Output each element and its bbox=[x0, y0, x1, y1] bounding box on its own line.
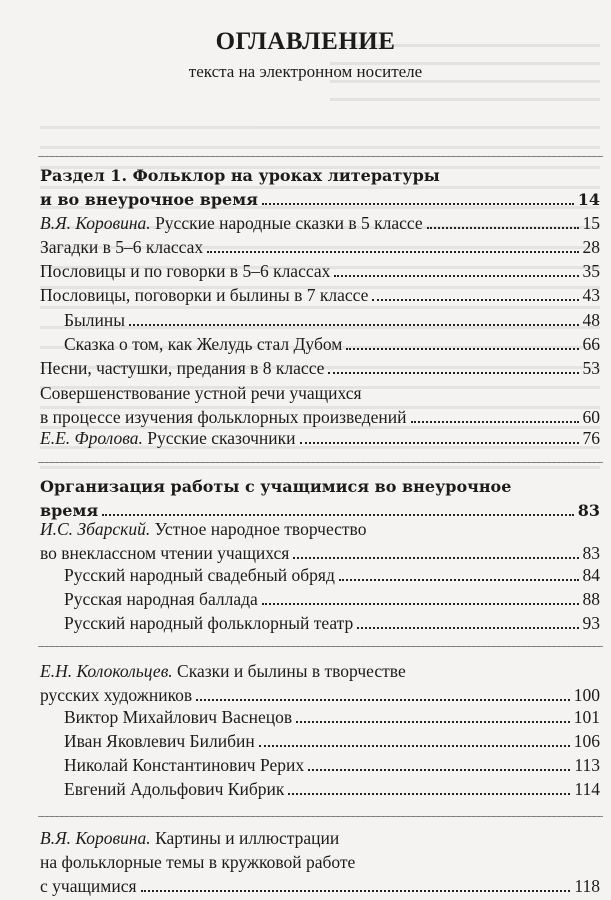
toc-entry-text: Пословицы и по говорки в 5–6 классах bbox=[40, 261, 331, 281]
section-divider bbox=[38, 646, 603, 647]
dot-leader bbox=[259, 745, 570, 747]
toc-entry[interactable] bbox=[64, 587, 600, 611]
toc-entry-text: во внеклассном чтении учащихся bbox=[40, 543, 290, 563]
toc-entry[interactable] bbox=[40, 826, 600, 898]
toc-page-number: 84 bbox=[582, 565, 600, 585]
toc-author: Е.Н. Колокольцев. bbox=[40, 661, 173, 681]
toc-entry-text: Николай Константинович Рерих bbox=[64, 755, 305, 775]
toc-entry[interactable] bbox=[64, 729, 600, 753]
toc-entry-text: Русские народные сказки в 5 классе bbox=[150, 213, 423, 233]
toc-entry-text: время bbox=[40, 501, 99, 520]
toc-entry-text: Иван Яковлевич Билибин bbox=[64, 731, 255, 751]
toc-page-number: 88 bbox=[582, 589, 600, 609]
page-subtitle: текста на электронном носителе bbox=[188, 62, 423, 81]
toc-entry[interactable] bbox=[64, 332, 600, 356]
dot-leader bbox=[262, 603, 579, 605]
toc-entry-text: Былины bbox=[64, 310, 126, 330]
toc-entry-text: Загадки в 5–6 классах bbox=[40, 237, 204, 257]
toc-entry-text: Евгений Адольфович Кибрик bbox=[64, 779, 285, 799]
toc-entry-text: Раздел 1. Фольклор на уроках литературы bbox=[40, 166, 440, 185]
toc-entry[interactable] bbox=[64, 563, 600, 587]
toc-entry[interactable] bbox=[64, 611, 600, 635]
dot-leader bbox=[334, 275, 578, 277]
toc-entry[interactable] bbox=[40, 426, 600, 450]
toc-page-number: 100 bbox=[573, 685, 600, 705]
toc-page-number: 35 bbox=[582, 261, 600, 281]
toc-entry-text: Песни, частушки, предания в 8 классе bbox=[40, 358, 325, 378]
toc-entry-text: русских художников bbox=[40, 685, 193, 705]
toc-entry[interactable] bbox=[40, 283, 600, 307]
toc-page-number: 53 bbox=[582, 358, 600, 378]
toc-entry[interactable] bbox=[64, 705, 600, 729]
toc-entry-text: Пословицы, поговорки и былины в 7 классе bbox=[40, 285, 369, 305]
toc-entry-text: Виктор Михайлович Васнецов bbox=[64, 707, 293, 727]
toc-entry[interactable] bbox=[40, 259, 600, 283]
toc-page-number: 83 bbox=[577, 501, 600, 520]
toc-entry[interactable] bbox=[40, 164, 600, 212]
toc-author: В.Я. Коровина. bbox=[40, 828, 151, 848]
toc-entry[interactable] bbox=[64, 753, 600, 777]
toc-page-number: 113 bbox=[574, 755, 600, 775]
toc-entry[interactable] bbox=[64, 777, 600, 801]
toc-entry[interactable] bbox=[40, 517, 600, 565]
toc-page-number: 106 bbox=[573, 731, 600, 751]
toc-entry-text: на фольклорные темы в кружковой работе bbox=[40, 852, 356, 872]
toc-page-number: 66 bbox=[582, 334, 600, 354]
toc-page-number: 43 bbox=[582, 285, 600, 305]
toc-author: В.Я. Коровина. bbox=[40, 213, 151, 233]
toc-entry-text: Сказка о том, как Желудь стал Дубом bbox=[64, 334, 343, 354]
dot-leader bbox=[288, 793, 570, 795]
dot-leader bbox=[141, 890, 571, 892]
toc-page-number: 48 bbox=[582, 310, 600, 330]
toc-entry-text: Устное народное творчество bbox=[150, 519, 367, 539]
dot-leader bbox=[262, 203, 574, 205]
toc-page-number: 28 bbox=[582, 237, 600, 257]
toc-page-number: 60 bbox=[582, 407, 600, 427]
toc-entry[interactable] bbox=[40, 475, 600, 523]
toc-page-number: 76 bbox=[582, 428, 600, 448]
dot-leader bbox=[293, 557, 578, 559]
toc-page-number: 114 bbox=[574, 779, 600, 799]
toc-entry-text: Организация работы с учащимися во внеурочное bbox=[40, 477, 512, 496]
toc-page-number: 15 bbox=[582, 213, 600, 233]
dot-leader bbox=[296, 721, 570, 723]
toc-page-number: 83 bbox=[582, 543, 600, 563]
dot-leader bbox=[427, 227, 579, 229]
toc-entry[interactable] bbox=[40, 659, 600, 707]
dot-leader bbox=[357, 627, 578, 629]
section-divider bbox=[38, 816, 603, 817]
toc-entry[interactable] bbox=[40, 235, 600, 259]
toc-entry[interactable] bbox=[64, 308, 600, 332]
dot-leader bbox=[411, 421, 579, 423]
toc-entry-text: Картины и иллюстрации bbox=[150, 828, 340, 848]
toc-entry-text: Русский народный свадебный обряд bbox=[64, 565, 335, 585]
section-divider bbox=[38, 462, 603, 463]
toc-entry-text: Русский народный фольклорный театр bbox=[64, 613, 354, 633]
dot-leader bbox=[372, 299, 578, 301]
toc-entry[interactable] bbox=[40, 356, 600, 380]
dot-leader bbox=[328, 372, 578, 374]
dot-leader bbox=[308, 769, 570, 771]
toc-entry[interactable] bbox=[40, 381, 600, 429]
dot-leader bbox=[207, 251, 578, 253]
dot-leader bbox=[129, 324, 578, 326]
toc-entry[interactable] bbox=[40, 211, 600, 235]
toc-entry-text: в процессе изучения фольклорных произведений bbox=[40, 407, 407, 427]
toc-entry-text: Сказки и былины в творчестве bbox=[172, 661, 406, 681]
toc-page-number: 93 bbox=[582, 613, 600, 633]
toc-page-number: 14 bbox=[577, 190, 600, 209]
section-divider bbox=[38, 156, 603, 157]
toc-author: Е.Е. Фролова. bbox=[40, 428, 143, 448]
dot-leader bbox=[300, 442, 579, 444]
toc-page-number: 118 bbox=[574, 876, 600, 896]
toc-entry-text: с учащимися bbox=[40, 876, 137, 896]
toc-page-number: 101 bbox=[573, 707, 600, 727]
toc-entry-text: Русские сказочники bbox=[142, 428, 296, 448]
dot-leader bbox=[346, 348, 578, 350]
toc-entry-text: и во внеурочное время bbox=[40, 190, 258, 209]
toc-author: И.С. Збарский. bbox=[40, 519, 151, 539]
dot-leader bbox=[339, 579, 579, 581]
toc-entry-text: Совершенствование устной речи учащихся bbox=[40, 383, 362, 403]
toc-entry-text: Русская народная баллада bbox=[64, 589, 258, 609]
page-title: ОГЛАВЛЕНИЕ bbox=[215, 28, 396, 55]
dot-leader bbox=[102, 514, 574, 516]
dot-leader bbox=[196, 699, 570, 701]
